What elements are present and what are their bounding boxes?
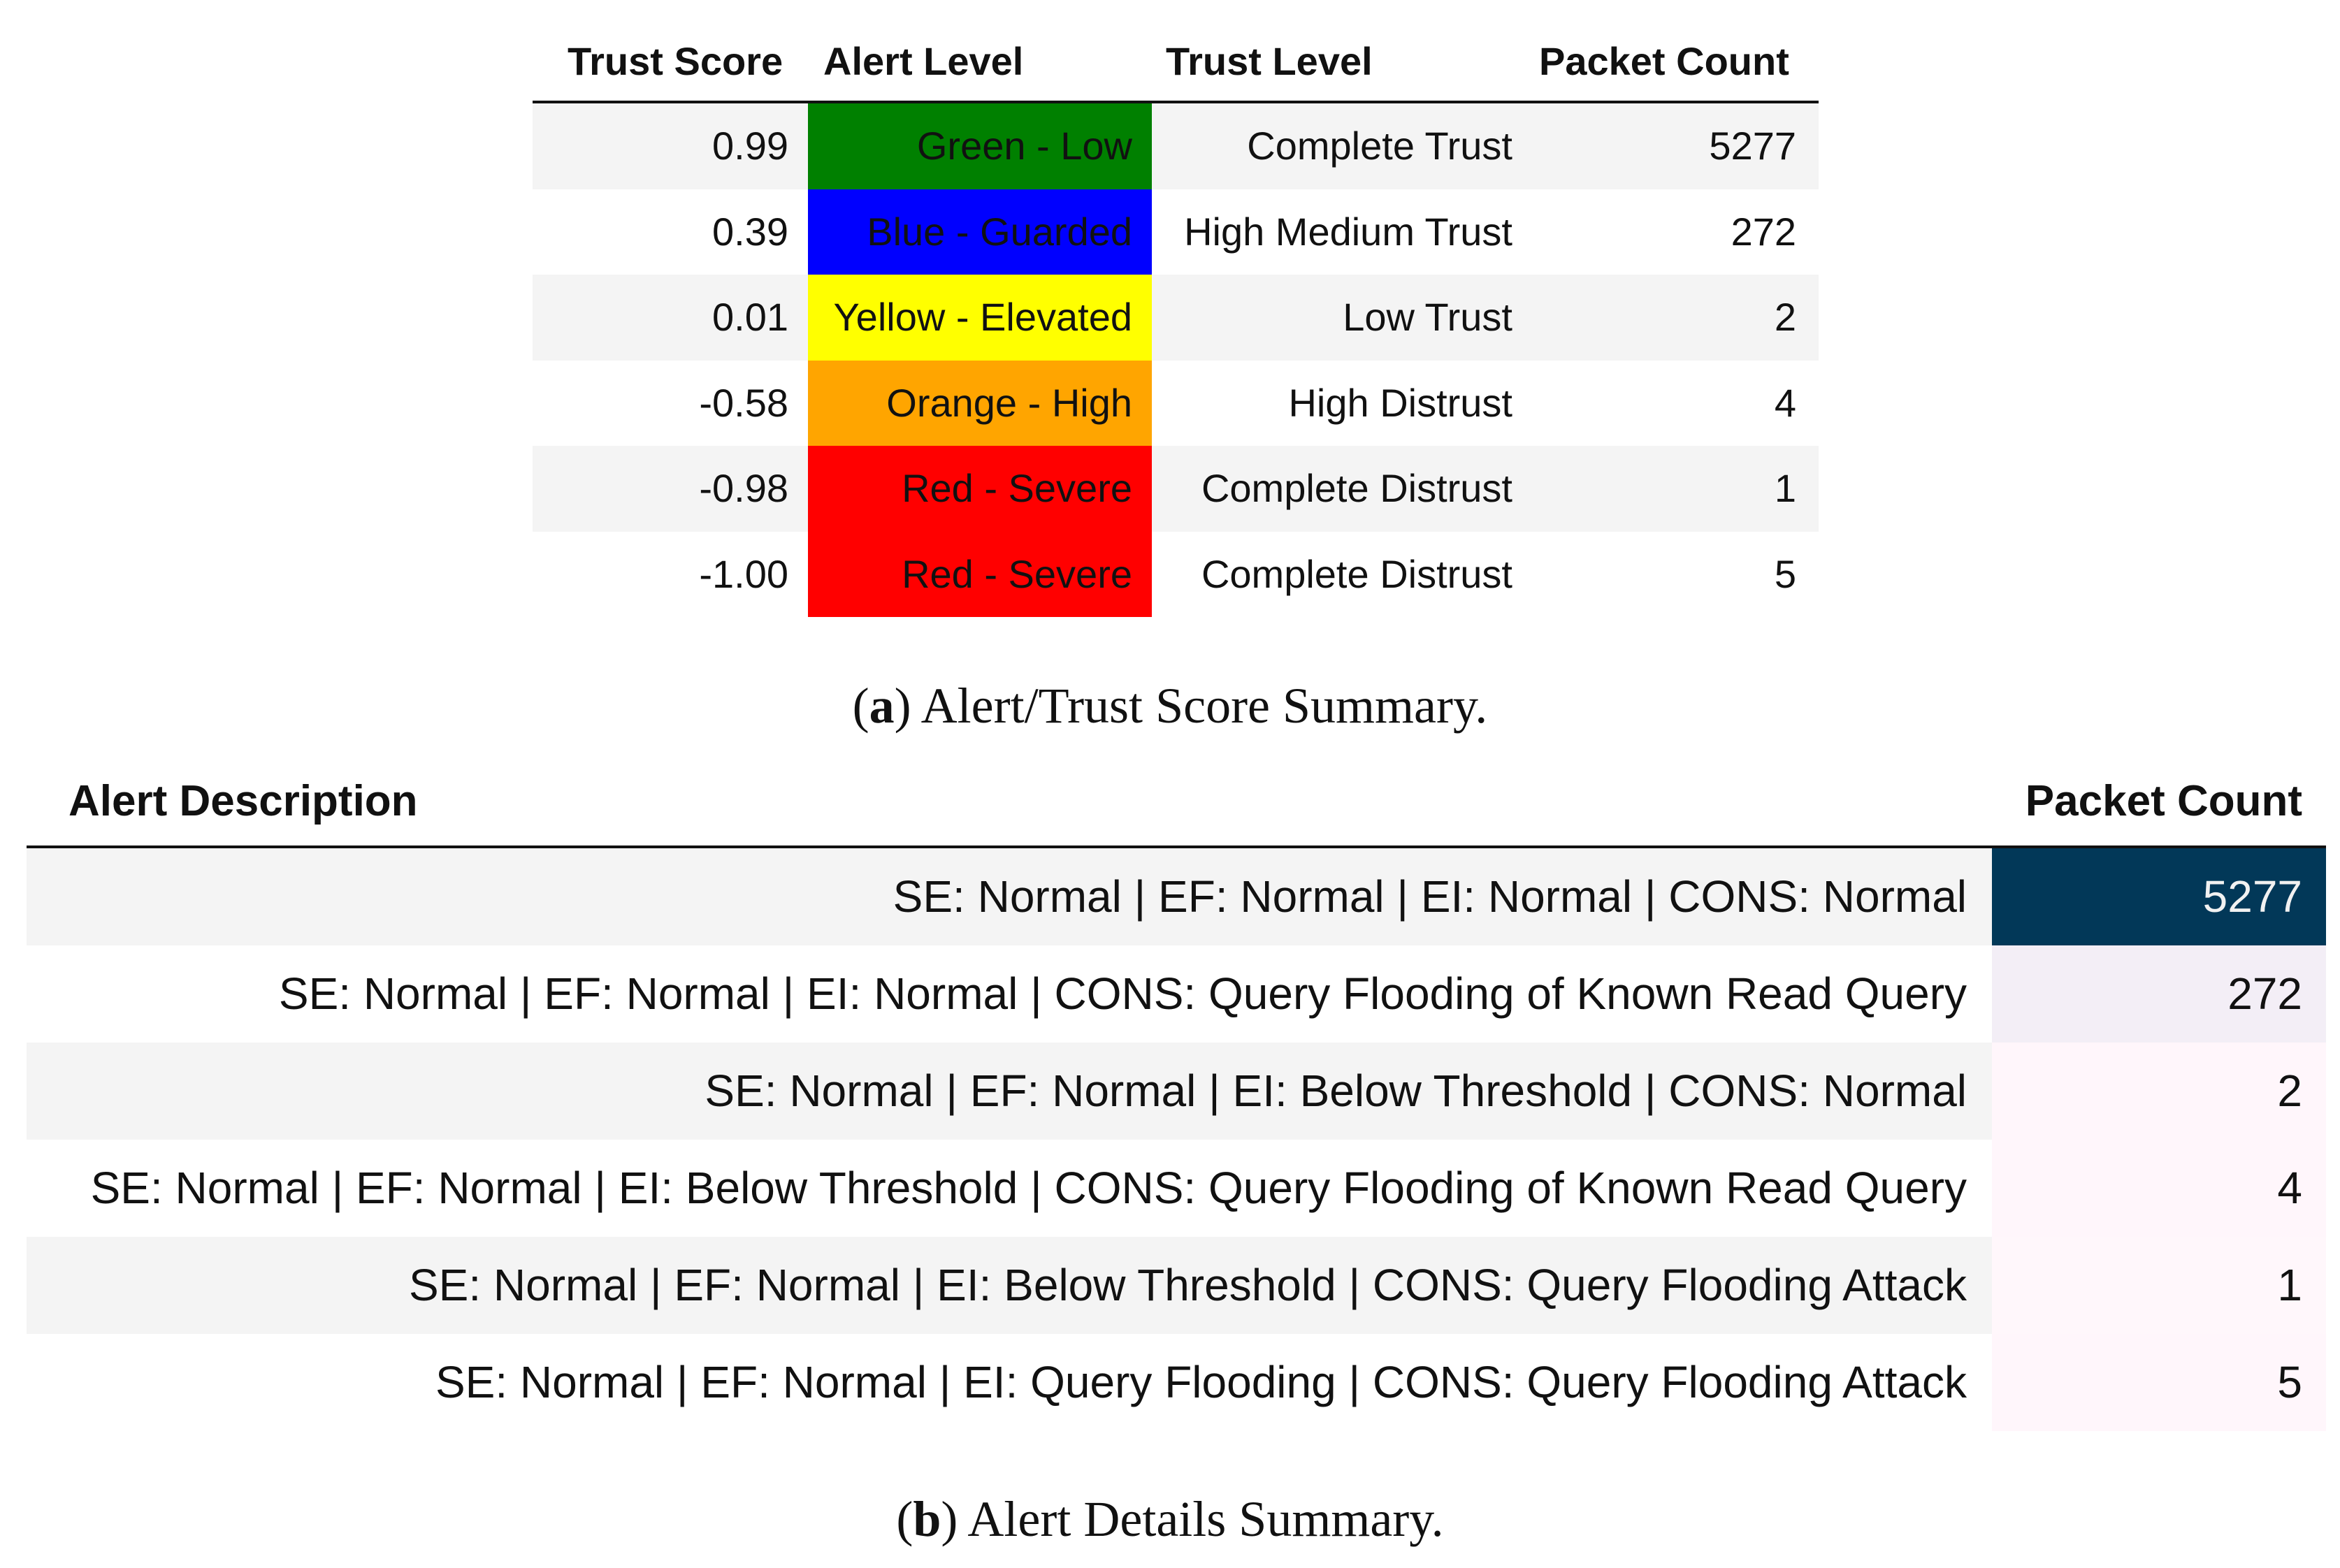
packet-count-cell: 5277 <box>1992 848 2326 945</box>
trust-score-cell: 0.99 <box>712 124 788 168</box>
alert-description-cell: SE: Normal | EF: Normal | EI: Normal | CONS: Query Flooding of Known Read Query <box>278 968 1967 1019</box>
header-trust-level: Trust Level <box>1166 39 1373 83</box>
table-row <box>533 103 1819 189</box>
header-packet-count: Packet Count <box>2025 777 2302 825</box>
alert-description-cell: SE: Normal | EF: Normal | EI: Below Threshold | CONS: Normal <box>27 1043 1992 1140</box>
trust-level-cell: Complete Distrust <box>1201 466 1512 510</box>
alert-level-cell: Green - Low <box>808 103 1152 189</box>
table-row <box>533 532 1819 618</box>
packet-count-cell: 2 <box>1774 295 1796 339</box>
alert-description-cell: SE: Normal | EF: Normal | EI: Below Threshold | CONS: Query Flooding of Known Read Query <box>90 1163 1967 1213</box>
trust-level-cell: High Distrust <box>1288 380 1512 425</box>
table-row <box>533 189 1819 275</box>
trust-score-cell: 0.39 <box>712 209 788 254</box>
table-row <box>27 1334 2326 1431</box>
trust-level-cell: Complete Trust <box>1247 124 1512 168</box>
packet-count-cell: 4 <box>1992 1140 2326 1237</box>
packet-count-cell: 4 <box>1774 380 1796 425</box>
header-trust-score: Trust Score <box>568 39 783 83</box>
trust-score-cell: 0.01 <box>712 295 788 339</box>
caption-b: (b) Alert Details Summary. <box>896 1491 1444 1547</box>
alert-level-cell: Yellow - Elevated <box>808 275 1152 361</box>
alert-level-cell: Orange - High <box>808 361 1152 447</box>
header-alert-description: Alert Description <box>68 777 418 825</box>
table-row <box>27 1043 2326 1140</box>
table-row <box>27 848 2326 945</box>
trust-level-cell: High Medium Trust <box>1184 209 1512 254</box>
trust-level-cell: Low Trust <box>1343 295 1512 339</box>
alert-description-cell: SE: Normal | EF: Normal | EI: Below Threshold | CONS: Query Flooding Attack <box>27 1237 1992 1334</box>
trust-level-cell: Complete Distrust <box>1201 551 1512 596</box>
table-row <box>533 275 1819 361</box>
caption-b-text: Alert Details Summary. <box>967 1491 1444 1547</box>
alert-level-cell: Red - Severe <box>808 532 1152 618</box>
caption-b-label: b <box>913 1491 941 1547</box>
packet-count-cell: 5 <box>1992 1334 2326 1431</box>
table-row <box>27 945 2326 1043</box>
header-packet-count: Packet Count <box>1539 39 1789 83</box>
packet-count-cell: 2 <box>1992 1043 2326 1140</box>
table-a-body <box>533 103 1819 617</box>
header-alert-level: Alert Level <box>823 39 1024 83</box>
alert-details-summary-table <box>27 752 2326 1431</box>
alert-trust-summary-table <box>533 0 1819 617</box>
caption-a-text: Alert/Trust Score Summary. <box>920 678 1488 734</box>
table-a-header <box>533 0 1819 103</box>
alert-level-cell: Blue - Guarded <box>808 189 1152 275</box>
packet-count-cell: 1 <box>1774 466 1796 510</box>
alert-level-cell: Red - Severe <box>808 446 1152 532</box>
alert-description-cell: SE: Normal | EF: Normal | EI: Normal | CONS: Normal <box>27 848 1992 945</box>
caption-a: (a) Alert/Trust Score Summary. <box>852 678 1488 734</box>
packet-count-cell: 272 <box>1992 945 2326 1043</box>
packet-count-cell: 5 <box>1774 551 1796 596</box>
caption-a-label: a <box>869 678 895 734</box>
table-row <box>533 446 1819 532</box>
trust-score-cell: -1.00 <box>699 551 788 596</box>
table-row <box>533 361 1819 447</box>
trust-score-cell: -0.58 <box>699 380 788 425</box>
table-b-header <box>27 752 2326 848</box>
packet-count-cell: 1 <box>1992 1237 2326 1334</box>
table-row <box>27 1140 2326 1237</box>
packet-count-cell: 5277 <box>1709 124 1796 168</box>
packet-count-cell: 272 <box>1731 209 1796 254</box>
alert-description-cell: SE: Normal | EF: Normal | EI: Query Flooding | CONS: Query Flooding Attack <box>435 1357 1967 1407</box>
trust-score-cell: -0.98 <box>699 466 788 510</box>
table-row <box>27 1237 2326 1334</box>
table-b-body <box>27 848 2326 1431</box>
